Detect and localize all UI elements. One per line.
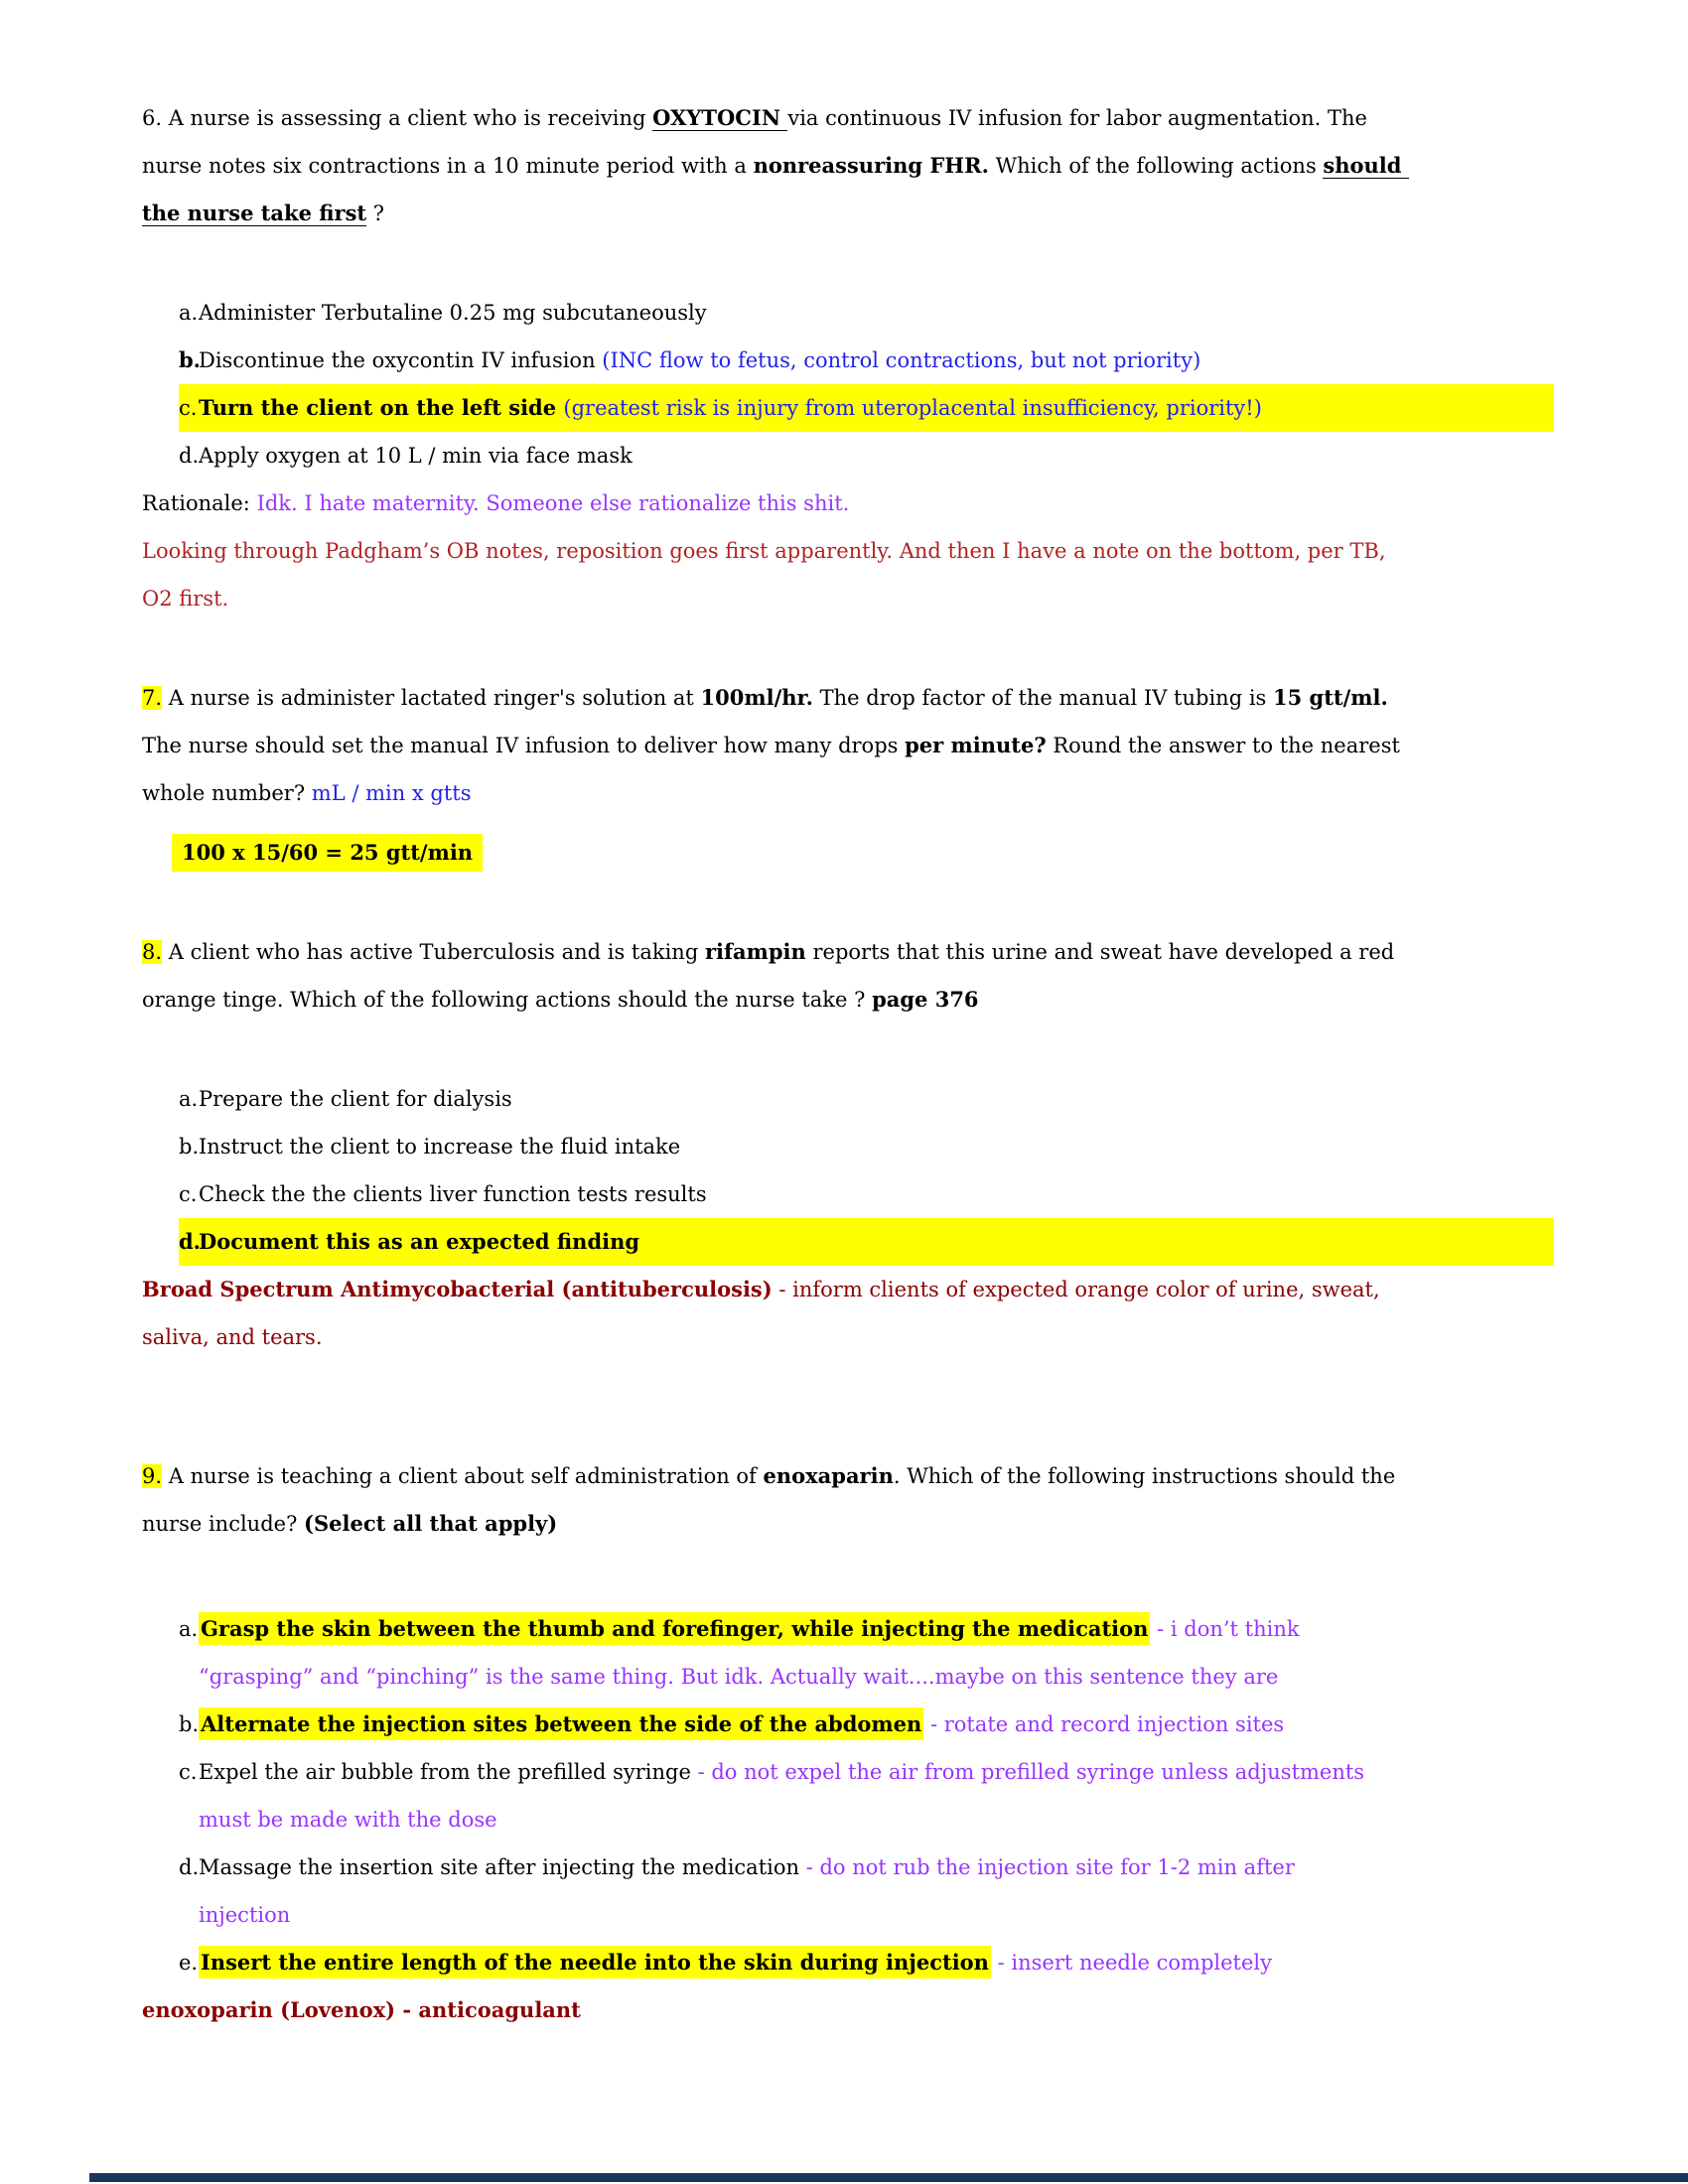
next-page-edge [89, 2173, 1688, 2182]
question-9 [142, 1452, 1554, 1548]
text-run: - inform clients of expected orange color of urine, sweat, [772, 1278, 1380, 1301]
q8-line-2 [142, 976, 1554, 1024]
q7-line-1 [142, 674, 1554, 722]
option-marker: b. [179, 1712, 200, 1736]
text-run: Which of the following actions [988, 154, 1324, 178]
option-marker: a. [179, 1617, 199, 1641]
q6-option-d [179, 432, 1554, 479]
question-number: 7. [142, 686, 163, 710]
question-7 [142, 674, 1554, 877]
option-annotation: (INC flow to fetus, control contractions, but not priority) [602, 348, 1201, 372]
option-text: Turn the client on the left side [199, 395, 564, 420]
option-text: Check the the clients liver function tests results [199, 1182, 707, 1206]
text-run: nonreassuring FHR. [753, 153, 989, 178]
question-number: 9. [142, 1464, 163, 1488]
formula-hint: mL / min x gtts [311, 781, 472, 805]
text-run: 100ml/hr. [700, 685, 813, 710]
text-run: A client who has active Tuberculosis and is taking [162, 940, 705, 964]
q9-option-b-correct-answer [179, 1701, 1554, 1748]
q6-option-c-correct-answer [179, 384, 1554, 432]
q6-option-a [179, 289, 1554, 337]
option-annotation: - insert needle completely [990, 1951, 1272, 1975]
option-text: Insert the entire length of the needle into the skin during injection [199, 1946, 991, 1979]
option-annotation: injection [199, 1903, 291, 1927]
text-run: Looking through Padgham’s OB notes, reposition goes first apparently. And then I have a note on the bottom, per TB, [142, 539, 1386, 563]
option-text: Massage the insertion site after injecting the medication [199, 1855, 800, 1879]
option-text: Discontinue the oxycontin IV infusion [199, 348, 603, 372]
q8-rationale-1 [142, 1266, 1554, 1313]
text-run: 15 gtt/ml. [1273, 685, 1388, 710]
option-marker: c. [179, 1760, 198, 1784]
text-run: reports that this urine and sweat have developed a red [805, 940, 1395, 964]
text-run: nurse notes six contractions in a 10 minute period with a [142, 154, 754, 178]
text-run: saliva, and tears. [142, 1325, 323, 1349]
q9-option-e-correct-answer [179, 1939, 1554, 1986]
option-marker: d. [179, 1855, 200, 1879]
text-run: via continuous IV infusion for labor augmentation. The [787, 106, 1367, 130]
option-text: Document this as an expected finding [199, 1229, 640, 1254]
text-run: Round the answer to the nearest [1046, 734, 1400, 757]
option-marker: d. [179, 1229, 201, 1254]
q6-rationale-red-2 [142, 575, 1554, 622]
option-text: Instruct the client to increase the fluid intake [199, 1135, 681, 1159]
option-annotation: - do not expel the air from prefilled syringe unless adjustments [690, 1760, 1365, 1784]
q6-rationale [142, 479, 1554, 527]
q6-line-1 [142, 94, 1554, 142]
option-marker: d. [179, 444, 200, 468]
text-run: 6. A nurse is assessing a client who is receiving [142, 106, 653, 130]
q8-option-b [179, 1123, 1554, 1170]
text-run: The drop factor of the manual IV tubing is [812, 686, 1273, 710]
text-run: page 376 [872, 987, 979, 1012]
option-text: Apply oxygen at 10 L / min via face mask [199, 444, 633, 468]
option-marker: c. [179, 396, 198, 420]
option-text: Expel the air bubble from the prefilled syringe [199, 1760, 691, 1784]
q8-option-a [179, 1075, 1554, 1123]
q9-option-c [179, 1748, 1554, 1843]
text-run: A nurse is teaching a client about self administration of [162, 1464, 764, 1488]
q6-line-3 [142, 190, 1554, 237]
q9-options [142, 1605, 1554, 1986]
q6-drug-name: OXYTOCIN [652, 105, 788, 130]
text-run: rifampin [704, 939, 806, 964]
q8-option-d-correct-answer [179, 1218, 1554, 1266]
text-run: whole number? [142, 781, 312, 805]
text-run: per minute? [905, 733, 1047, 757]
q7-line-3 [142, 769, 1554, 817]
option-marker: e. [179, 1951, 199, 1975]
q7-answer [142, 829, 1554, 877]
q8-options [142, 1075, 1554, 1266]
text-run: (Select all that apply) [304, 1511, 558, 1536]
rationale-label: Rationale: [142, 491, 257, 515]
q9-option-d [179, 1843, 1554, 1939]
option-marker: a. [179, 1087, 199, 1111]
text-run: should [1323, 153, 1409, 179]
q7-line-2 [142, 722, 1554, 769]
rationale-note: Idk. I hate maternity. Someone else rationalize this shit. [256, 491, 850, 515]
option-text: Grasp the skin between the thumb and forefinger, while injecting the medication [199, 1612, 1150, 1645]
text-run: the nurse take first [142, 201, 367, 225]
q6-options [142, 289, 1554, 479]
option-text: Prepare the client for dialysis [199, 1087, 512, 1111]
option-marker: b. [179, 1135, 200, 1159]
q9-option-a-correct-answer [179, 1605, 1554, 1701]
q9-line-2 [142, 1500, 1554, 1548]
text-run: ? [366, 202, 385, 225]
option-marker: a. [179, 301, 199, 325]
question-number: 8. [142, 940, 163, 964]
q6-option-b [179, 337, 1554, 384]
option-annotation: must be made with the dose [199, 1808, 497, 1832]
text-run: orange tinge. Which of the following actions should the nurse take ? [142, 988, 873, 1012]
option-annotation: “grasping” and “pinching” is the same thing. But idk. Actually wait....maybe on this sentence they are [199, 1665, 1279, 1689]
option-text: Administer Terbutaline 0.25 mg subcutaneously [199, 301, 707, 325]
text-run: A nurse is administer lactated ringer's solution at [162, 686, 701, 710]
option-annotation: - i don’t think [1150, 1617, 1300, 1641]
option-annotation: (greatest risk is injury from uteroplacental insufficiency, priority!) [563, 396, 1262, 420]
option-marker: b. [179, 347, 201, 372]
q9-drug-summary: enoxoparin (Lovenox) - anticoagulant [142, 1997, 581, 2022]
question-6 [142, 94, 1554, 237]
text-run: O2 first. [142, 587, 229, 611]
text-run: nurse include? [142, 1512, 305, 1536]
q8-rationale-2 [142, 1313, 1554, 1361]
q8-line-1 [142, 928, 1554, 976]
option-annotation: - rotate and record injection sites [923, 1712, 1285, 1736]
question-8 [142, 928, 1554, 1024]
drug-class: Broad Spectrum Antimycobacterial (antituberculosis) [142, 1277, 773, 1301]
q8-option-c [179, 1170, 1554, 1218]
q9-line-1 [142, 1452, 1554, 1500]
option-marker: c. [179, 1182, 198, 1206]
highlighted-formula: 100 x 15/60 = 25 gtt/min [172, 834, 483, 872]
text-run: enoxaparin [763, 1463, 894, 1488]
text-run: The nurse should set the manual IV infusion to deliver how many drops [142, 734, 906, 757]
option-annotation: - do not rub the injection site for 1-2 min after [799, 1855, 1295, 1879]
q6-rationale-red-1 [142, 527, 1554, 575]
q6-line-2 [142, 142, 1554, 190]
option-text: Alternate the injection sites between the side of the abdomen [199, 1707, 923, 1740]
text-run: . Which of the following instructions should the [893, 1464, 1396, 1488]
